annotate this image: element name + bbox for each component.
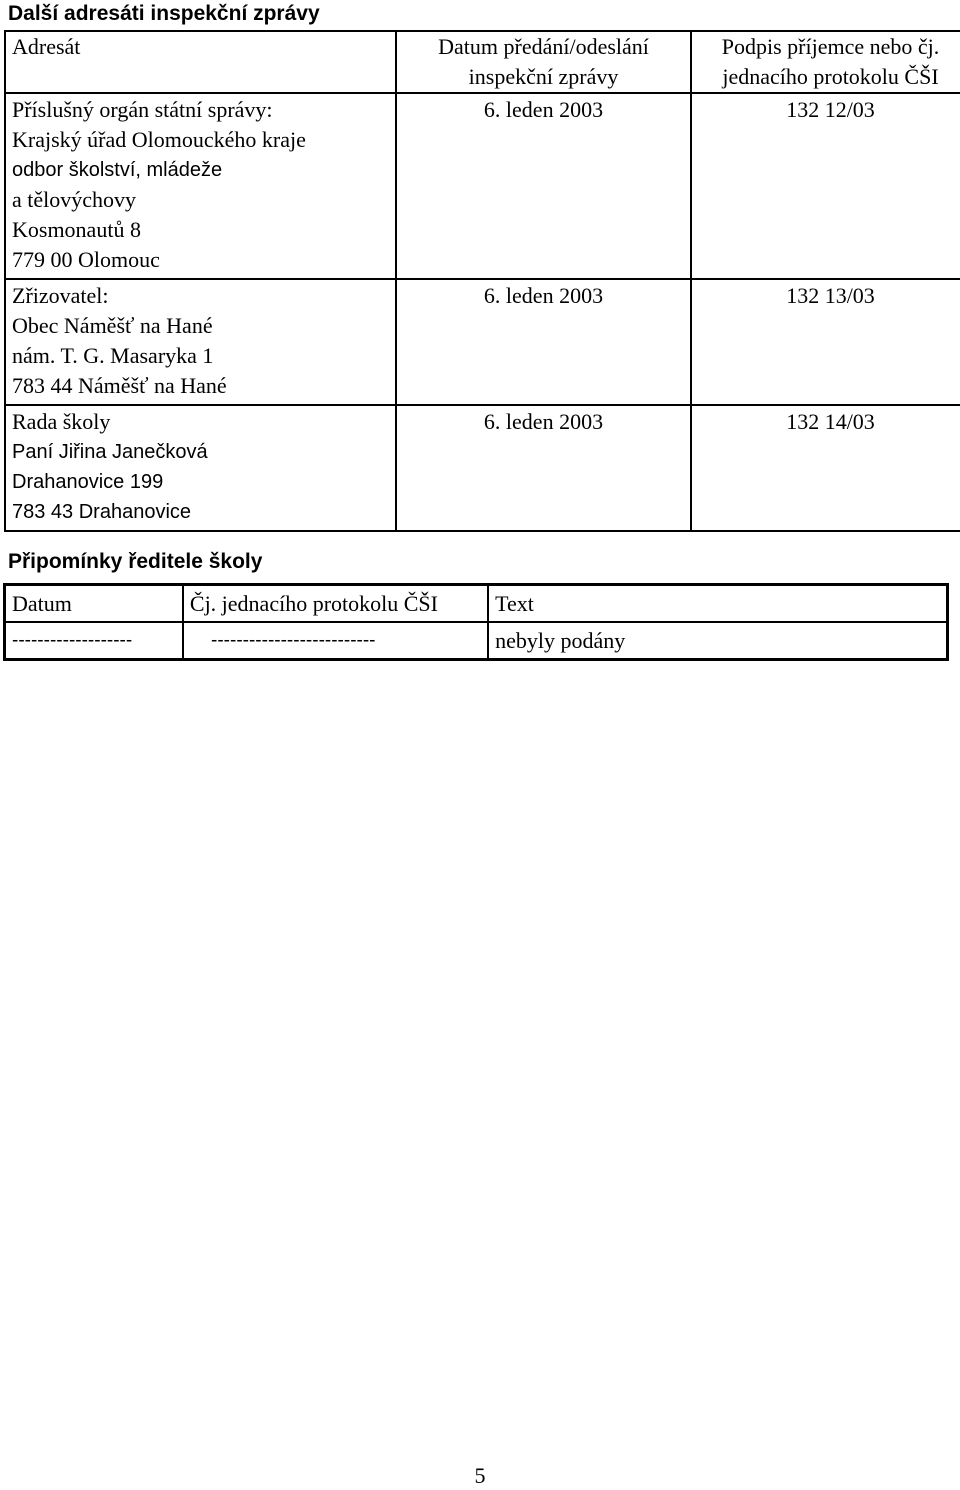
address-line: Zřizovatel: xyxy=(12,283,109,308)
comment-date-cell: ------------------- xyxy=(5,622,183,660)
address-line: Obec Náměšť na Hané xyxy=(12,313,213,338)
table-row xyxy=(5,405,960,531)
table-header-row xyxy=(5,585,948,623)
address-line: odbor školství, mládeže xyxy=(12,159,223,181)
date-cell: 6. leden 2003 xyxy=(396,279,691,405)
address-line: a tělovýchovy xyxy=(12,187,137,212)
address-line: Příslušný orgán státní správy: xyxy=(12,97,273,122)
comments-heading: Připomínky ředitele školy xyxy=(8,550,263,573)
ref-cell: 132 13/03 xyxy=(691,279,960,405)
addressee-cell xyxy=(5,405,396,531)
comment-ref-cell: -------------------------- xyxy=(183,622,488,660)
address-line: 783 43 Drahanovice xyxy=(12,501,192,523)
address-line: Drahanovice 199 xyxy=(12,471,164,493)
table-row xyxy=(5,279,960,405)
header-comment-text: Text xyxy=(488,585,947,623)
header-addressee: Adresát xyxy=(5,31,396,93)
address-line: Kosmonautů 8 xyxy=(12,217,141,242)
comment-text-cell: nebyly podány xyxy=(488,622,947,660)
header-comment-date: Datum xyxy=(5,585,183,623)
ref-cell: 132 14/03 xyxy=(691,405,960,531)
table-header-row xyxy=(5,31,960,93)
date-cell: 6. leden 2003 xyxy=(396,405,691,531)
address-line: 783 44 Náměšť na Hané xyxy=(12,373,227,398)
addressee-cell xyxy=(5,93,396,279)
address-line: Krajský úřad Olomouckého kraje xyxy=(12,127,306,152)
comments-table xyxy=(3,583,949,661)
ref-cell: 132 12/03 xyxy=(691,93,960,279)
address-line: nám. T. G. Masaryka 1 xyxy=(12,343,214,368)
table-row xyxy=(5,93,960,279)
page-number: 5 xyxy=(474,1463,486,1488)
header-signature xyxy=(691,31,960,93)
header-date-line1: Datum předání/odeslání xyxy=(438,34,649,59)
recipients-heading: Další adresáti inspekční zprávy xyxy=(8,2,320,25)
header-comment-ref: Čj. jednacího protokolu ČŠI xyxy=(183,585,488,623)
header-date xyxy=(396,31,691,93)
header-date-line2: inspekční zprávy xyxy=(468,64,619,89)
table-row xyxy=(5,622,948,660)
address-line: Rada školy xyxy=(12,409,111,434)
date-cell: 6. leden 2003 xyxy=(396,93,691,279)
address-line: Paní Jiřina Janečková xyxy=(12,441,208,463)
address-line: 779 00 Olomouc xyxy=(12,247,160,272)
addressee-cell xyxy=(5,279,396,405)
header-sign-line1: Podpis příjemce nebo čj. xyxy=(721,34,940,59)
recipients-table xyxy=(4,30,960,532)
header-sign-line2: jednacího protokolu ČŠI xyxy=(722,64,939,89)
